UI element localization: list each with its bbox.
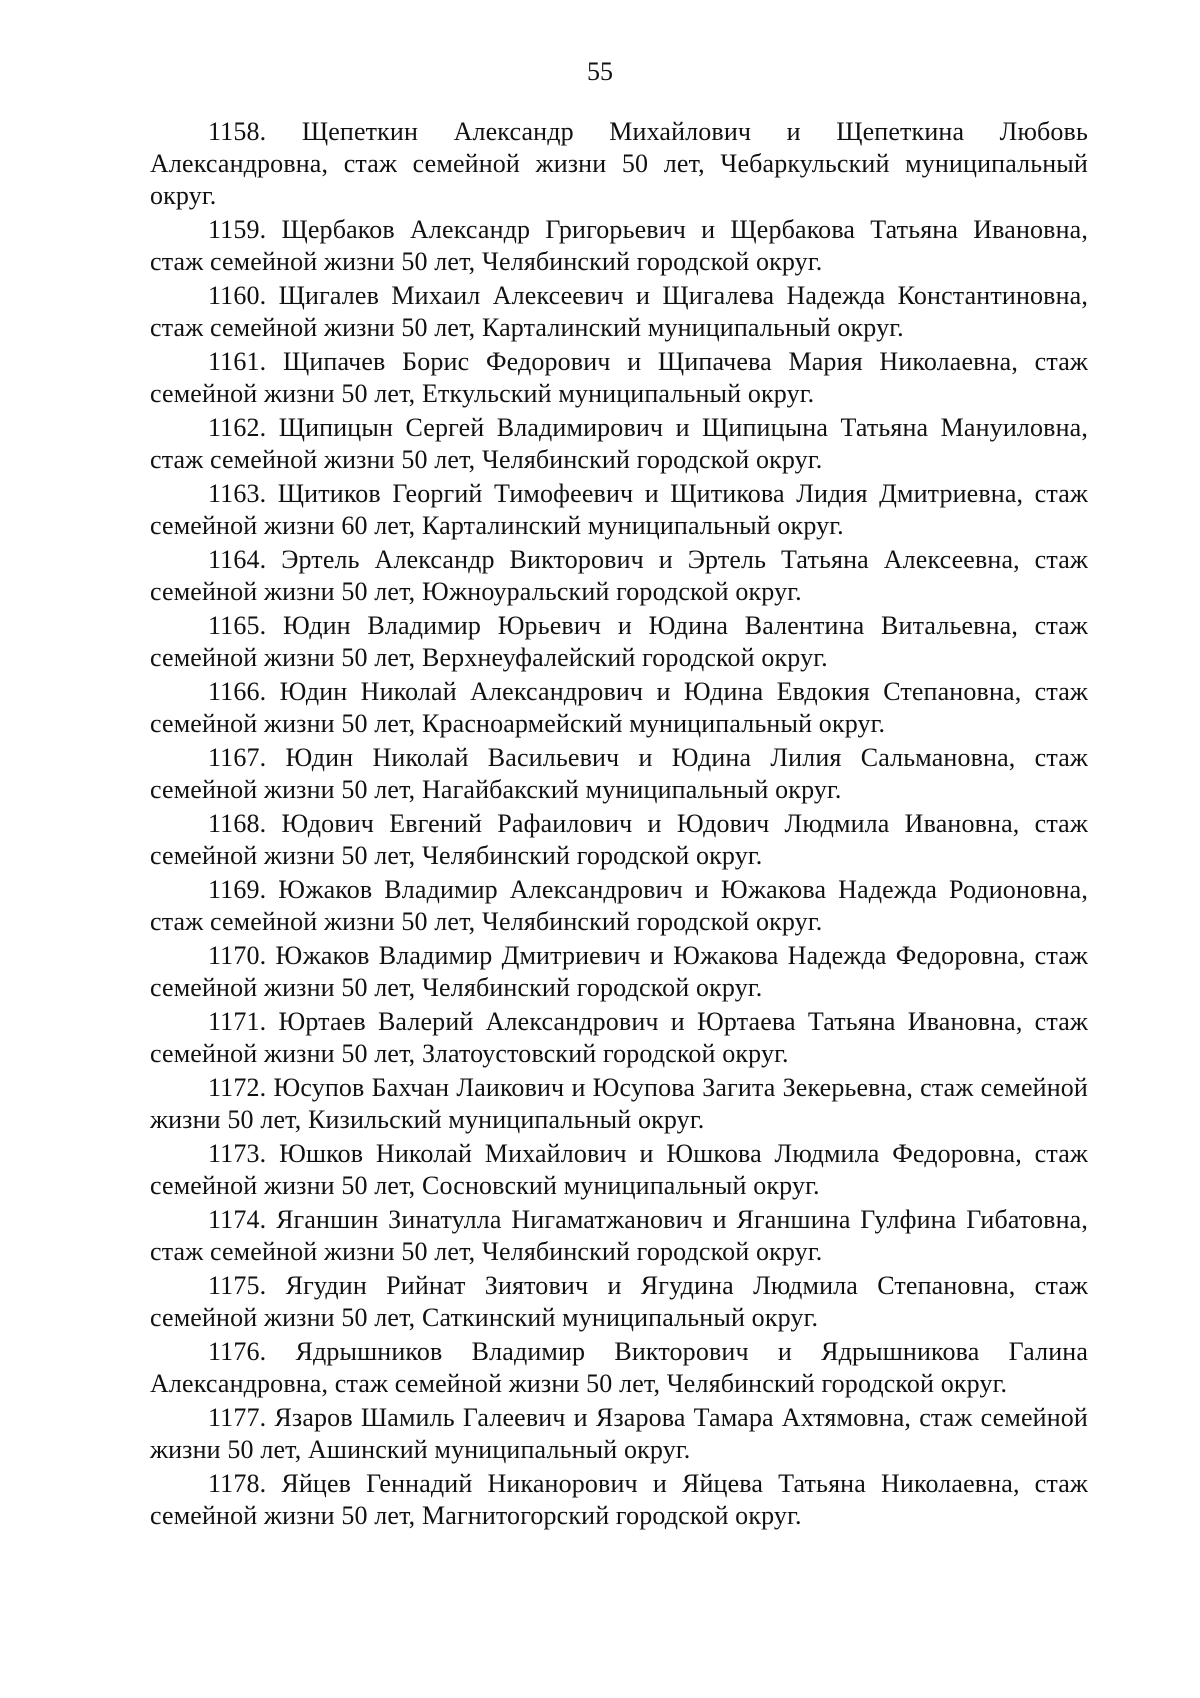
entry-number: 1161.	[208, 347, 267, 376]
entry-text: Ядрышников Владимир Викторович и Ядрышникова Галина Александровна, стаж семейной жизни 50 лет, Челябинский городской округ.	[150, 1337, 1089, 1398]
entry-number: 1163.	[208, 479, 267, 508]
entry-list	[150, 116, 1088, 1534]
entry-number: 1166.	[208, 677, 267, 706]
entry-number: 1175.	[208, 1271, 267, 1300]
entry-text: Ягудин Рийнат Зиятович и Ягудина Людмила Степановна, стаж семейной жизни 50 лет, Саткинский муниципальный округ.	[150, 1271, 1088, 1332]
list-item	[150, 1138, 1088, 1202]
entry-number: 1160.	[208, 281, 267, 310]
list-item	[150, 214, 1088, 278]
entry-number: 1170.	[208, 941, 267, 970]
list-item	[150, 1204, 1088, 1268]
entry-text: Юртаев Валерий Александрович и Юртаева Татьяна Ивановна, стаж семейной жизни 50 лет, Златоустовский городской округ.	[150, 1007, 1089, 1068]
entry-number: 1177.	[208, 1403, 267, 1432]
entry-text: Юшков Николай Михайлович и Юшкова Людмила Федоровна, стаж семейной жизни 50 лет, Сосновский муниципальный округ.	[150, 1139, 1088, 1200]
entry-text: Щипицын Сергей Владимирович и Щипицына Татьяна Мануиловна, стаж семейной жизни 50 лет, Челябинский городской округ.	[150, 413, 1088, 474]
entry-number: 1169.	[208, 875, 267, 904]
entry-text: Щербаков Александр Григорьевич и Щербакова Татьяна Ивановна, стаж семейной жизни 50 лет, Челябинский городской округ.	[150, 215, 1088, 276]
entry-text: Юдин Владимир Юрьевич и Юдина Валентина Витальевна, стаж семейной жизни 50 лет, Верхнеуфалейский городской округ.	[150, 611, 1088, 672]
entry-text: Яганшин Зинатулла Нигаматжанович и Яганшина Гулфина Гибатовна, стаж семейной жизни 50 лет, Челябинский городской округ.	[150, 1205, 1088, 1266]
entry-text: Щигалев Михаил Алексеевич и Щигалева Надежда Константиновна, стаж семейной жизни 50 лет, Карталинский муниципальный округ.	[150, 281, 1088, 342]
list-item	[150, 742, 1088, 806]
list-item	[150, 412, 1088, 476]
entry-text: Юдин Николай Александрович и Юдина Евдокия Степановна, стаж семейной жизни 50 лет, Красноармейский муниципальный округ.	[150, 677, 1088, 738]
entry-number: 1174.	[208, 1205, 267, 1234]
list-item	[150, 280, 1088, 344]
entry-number: 1165.	[208, 611, 267, 640]
entry-text: Юдин Николай Васильевич и Юдина Лилия Сальмановна, стаж семейной жизни 50 лет, Нагайбакский муниципальный округ.	[150, 743, 1088, 804]
entry-number: 1172.	[208, 1073, 267, 1102]
list-item	[150, 1468, 1088, 1532]
page-number: 55	[587, 57, 613, 86]
entry-number: 1158.	[208, 117, 267, 146]
entry-text: Южаков Владимир Дмитриевич и Южакова Надежда Федоровна, стаж семейной жизни 50 лет, Челябинский городской округ.	[150, 941, 1089, 1002]
list-item	[150, 478, 1088, 542]
list-item	[150, 940, 1088, 1004]
list-item	[150, 808, 1088, 872]
entry-number: 1159.	[208, 215, 267, 244]
entry-number: 1173.	[208, 1139, 267, 1168]
list-item	[150, 1402, 1088, 1466]
list-item	[150, 1006, 1088, 1070]
entry-text: Южаков Владимир Александрович и Южакова Надежда Родионовна, стаж семейной жизни 50 лет, Челябинский городской округ.	[150, 875, 1088, 936]
entry-text: Яйцев Геннадий Никанорович и Яйцева Татьяна Николаевна, стаж семейной жизни 50 лет, Магнитогорский городской округ.	[150, 1469, 1088, 1530]
list-item	[150, 1336, 1088, 1400]
entry-number: 1167.	[208, 743, 267, 772]
list-item	[150, 1072, 1088, 1136]
entry-text: Щепеткин Александр Михайлович и Щепеткина Любовь Александровна, стаж семейной жизни 50 лет, Чебаркульский муниципальный округ.	[150, 117, 1088, 210]
list-item	[150, 874, 1088, 938]
entry-text: Эртель Александр Викторович и Эртель Татьяна Алексеевна, стаж семейной жизни 50 лет, Южноуральский городской округ.	[150, 545, 1088, 606]
list-item	[150, 346, 1088, 410]
entry-text: Язаров Шамиль Галеевич и Язарова Тамара Ахтямовна, стаж семейной жизни 50 лет, Ашинский муниципальный округ.	[150, 1403, 1088, 1464]
entry-number: 1176.	[208, 1337, 267, 1366]
entry-number: 1168.	[208, 809, 267, 838]
entry-number: 1171.	[208, 1007, 267, 1036]
entry-text: Щитиков Георгий Тимофеевич и Щитикова Лидия Дмитриевна, стаж семейной жизни 60 лет, Карталинский муниципальный округ.	[150, 479, 1089, 540]
list-item	[150, 116, 1088, 212]
entry-number: 1178.	[208, 1469, 267, 1498]
list-item	[150, 544, 1088, 608]
entry-text: Юдович Евгений Рафаилович и Юдович Людмила Ивановна, стаж семейной жизни 50 лет, Челябинский городской округ.	[150, 809, 1088, 870]
list-item	[150, 610, 1088, 674]
entry-number: 1162.	[208, 413, 267, 442]
list-item	[150, 676, 1088, 740]
entry-number: 1164.	[208, 545, 267, 574]
entry-text: Щипачев Борис Федорович и Щипачева Мария Николаевна, стаж семейной жизни 50 лет, Еткульский муниципальный округ.	[150, 347, 1088, 408]
entry-text: Юсупов Бахчан Лаикович и Юсупова Загита Зекерьевна, стаж семейной жизни 50 лет, Кизильский муниципальный округ.	[150, 1073, 1088, 1134]
list-item	[150, 1270, 1088, 1334]
